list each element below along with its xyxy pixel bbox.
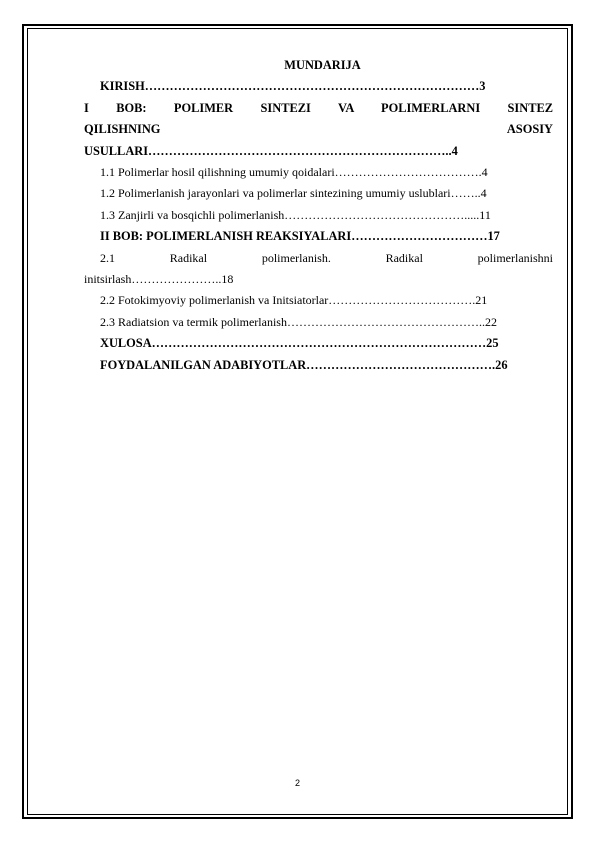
- toc-entry-chapter1-line1: I BOB: POLIMER SINTEZI VA POLIMERLARNI SINTEZ: [84, 100, 553, 115]
- toc-entry-2-1-line1: 2.1 Radikal polimerlanish. Radikal polimerlanishni: [100, 250, 553, 265]
- toc-entry-2-1-line2: initsirlash…………………..18: [84, 272, 234, 287]
- toc-entry-chapter1-line3: USULLARI………………………………………………………………..4: [84, 143, 458, 158]
- toc-entry-2-2: 2.2 Fotokimyoviy polimerlanish va Initsiatorlar……………………………….21: [100, 293, 488, 308]
- toc-entry-chapter2: II BOB: POLIMERLANISH REAKSIYALARI……………………………17: [100, 229, 500, 244]
- page-title: MUNDARIJA: [284, 58, 361, 72]
- toc-entry-adabiyotlar: FOYDALANILGAN ADABIYOTLAR……………………………………….26: [100, 357, 508, 372]
- toc-entry-xulosa: XULOSA………………………………………………………………………25: [100, 336, 499, 351]
- toc-entry-1-2: 1.2 Polimerlanish jarayonlari va polimerlar sintezining umumiy uslublari……..4: [100, 186, 487, 201]
- toc-entry-1-1: 1.1 Polimerlar hosil qilishning umumiy qoidalari……………………………….4: [100, 165, 488, 180]
- table-of-contents: [84, 55, 553, 376]
- toc-entry-2-3: 2.3 Radiatsion va termik polimerlanish…………………………………………..22: [100, 314, 497, 329]
- page-number: 2: [294, 778, 300, 788]
- toc-entry-1-3: 1.3 Zanjirli va bosqichli polimerlanish……………………………………….....11: [100, 207, 491, 222]
- toc-entry-chapter1-line2: QILISHNING ASOSIY: [84, 122, 553, 137]
- toc-entry-kirish: KIRISH………………………………………………………………………3: [100, 79, 486, 94]
